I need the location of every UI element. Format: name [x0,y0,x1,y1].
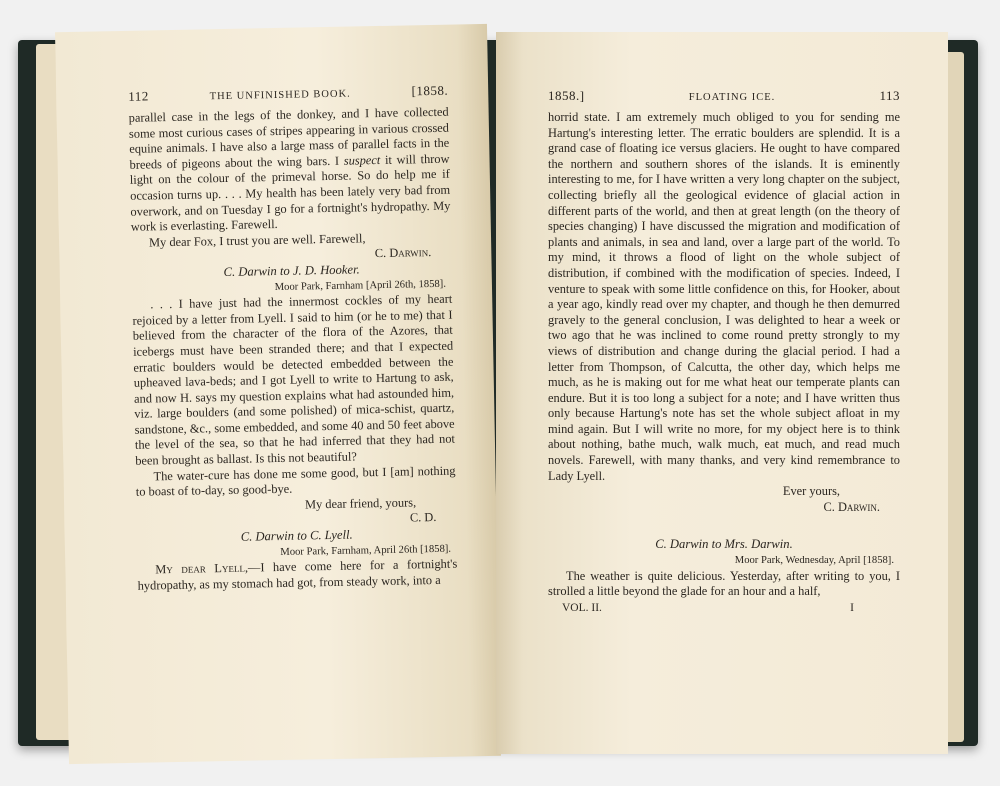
right-closing-1: Ever yours, [782,484,840,499]
volume-signature: VOL. II. [562,601,602,614]
left-para-2: . . . I have just had the innermost cockles of my heart rejoiced by a letter from Lyell. I said to him (or he to me) that I believed from the character of the flora of the Azores, that icebergs must have been stranded there; and that I expected erratic boulders would be detected embedded between the upheaved lava-beds; and I got Lyell to write to Hartung to ask, and now H. says my question explains what had astounded him, viz. large boulders (and some polished) of mica-schist, quartz, sandstone, &c., some embedded, and some 40 and 50 feet above the level of the sea, so that he had inferred that they had not been brought as ballast. Is this not beautiful? [132,291,456,468]
right-running-title: FLOATING ICE. [688,92,776,103]
right-para-2: The weather is quite delicious. Yesterday, after writing to you, I strolled a little beyond the glade for an hour and a half, [548,568,900,599]
left-signature-2: C. D. [409,510,437,525]
dateline-hooker: Moor Park, Farnham [April 26th, 1858]. [274,278,447,293]
right-year: 1858.] [548,88,585,103]
left-year: [1858. [411,82,449,99]
right-page-text [548,110,900,600]
left-signature-1: C. Darwin. [374,245,432,261]
left-running-head [128,83,448,105]
left-page-text [129,105,458,594]
left-para-4: My dear Lyell,—I have come here for a fortnight's hydropathy, as my stomach had got, from steady work, into a [137,556,458,593]
dateline-lyell: Moor Park, Farnham, April 26th [1858]. [280,543,452,558]
right-page-number: 113 [879,88,900,103]
gathering-mark: I [850,601,854,614]
right-footer [548,602,900,614]
right-running-head [548,88,900,104]
salutation-lyell: My dear Lyell, [155,560,249,577]
left-page-number: 112 [128,88,149,104]
left-para-1: parallel case in the legs of the donkey, and I have collected some most curious cases of stripes appearing in various crossed equine animals. I have also a large mass of parallel facts in the breeds of pigeons about the wing bars. I suspect it will throw light on the colour of the primeval horse. So do help me if occasion turns up. . . . My health has been lately very bad from overwork, and on Tuesday I go for a fortnight's hydropathy. My work is everlasting. Farewell. [128,104,451,234]
right-signature-1: C. Darwin. [823,499,880,514]
left-page [55,24,501,764]
dateline-mrs-darwin: Moor Park, Wednesday, April [1858]. [734,555,894,567]
left-closing-2: My dear friend, yours, [304,495,417,512]
left-closing-1: My dear Fox, I trust you are well. Farewell, [148,231,366,250]
left-running-title: THE UNFINISHED BOOK. [209,88,351,103]
left-para-3: The water-cure has done me some good, but I [am] nothing to boast of to-day, so good-bye. [135,463,456,499]
letter-heading-lyell: C. Darwin to C. Lyell. [240,527,353,544]
emphasis-suspect: suspect [343,152,381,168]
right-page [496,32,948,754]
letter-heading-mrs-darwin: C. Darwin to Mrs. Darwin. [655,537,793,552]
right-para-1: horrid state. I am extremely much obliged to you for sending me Hartung's interesting letter. The erratic boulders are splendid. It is a grand case of floating ice versus glaciers. He ought to have compared the northern and southern shores of the islands. It is eminently interesting to me, for I have written a very long chapter on the subject, collecting briefly all the geological evidence of glacial action in different parts of the world, and then at great length (on the theory of species changing) I have discussed the migration and modification of plants and animals, in sea and land, over a large part of the world. To my mind, it throws a flood of light on the whole subject of distribution, if combined with the modification of species. Indeed, I venture to speak with some little confidence on this, for Hooker, about a year ago, kindly read over my chapter, and though he then demurred gravely to the general conclusion, I was delighted to hear a week or two ago that he was inclined to come round pretty strongly to my views of distribution and change during the glacial period. I had a letter from Thompson, of Calcutta, the other day, which helps me much, as he is making out for me what heat our temperate plants can endure. But it is too long a subject for a note; and I have written thus only because Hartung's note has set the whole subject afloat in my mind again. But I will write no more, for my object here is to think about nothing, bathe much, walk much, eat much, and read much novels. Farewell, with many thanks, and very kind remembrance to Lady Lyell. [548,110,900,483]
letter-heading-hooker: C. Darwin to J. D. Hooker. [223,262,360,279]
